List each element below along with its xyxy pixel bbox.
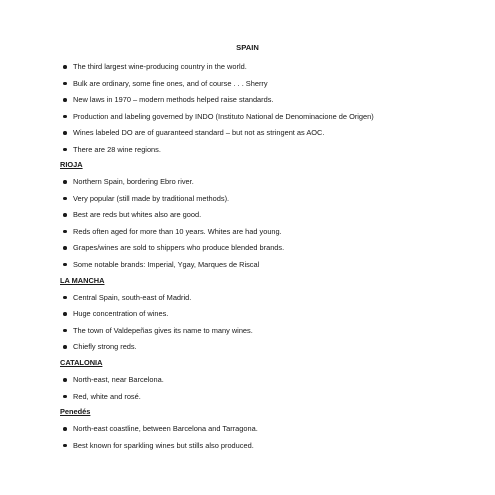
bullet-icon — [63, 65, 67, 69]
bullet-icon — [63, 131, 67, 135]
list-item-text: The town of Valdepeñas gives its name to many wines. — [73, 325, 253, 335]
list-item-text: Reds often aged for more than 10 years. Whites are had young. — [73, 226, 282, 236]
list-item-text: North-east coastline, between Barcelona and Tarragona. — [73, 424, 258, 433]
bullet-icon — [63, 180, 67, 184]
list-item-text: Bulk are ordinary, some fine ones, and of course . . . Sherry — [73, 78, 268, 88]
bullet-icon — [63, 312, 67, 316]
bullet-icon — [63, 82, 67, 86]
list-item-text: Very popular (still made by traditional methods). — [73, 193, 230, 203]
bullet-icon — [63, 345, 67, 349]
list-item-text: There are 28 wine regions. — [73, 144, 161, 154]
bullet-icon — [63, 246, 67, 250]
list-item-text: Best known for sparkling wines but stills also produced. — [73, 440, 254, 450]
page-title: SPAIN — [236, 43, 259, 52]
list-item-text: Production and labeling governed by INDO (Instituto National de Denominacione de Origen) — [73, 111, 374, 121]
list-item-text: Northern Spain, bordering Ebro river. — [73, 177, 194, 186]
bullet-icon — [63, 148, 67, 152]
section-heading-rioja: RIOJA — [60, 160, 83, 169]
list-item-text: New laws in 1970 – modern methods helped raise standards. — [73, 95, 274, 104]
list-item-text: Wines labeled DO are of guaranteed standard – but not as stringent as AOC. — [73, 128, 325, 137]
list-item-text: Chiefly strong reds. — [73, 342, 137, 351]
list-item-text: Huge concentration of wines. — [73, 309, 169, 318]
bullet-icon — [63, 115, 67, 119]
bullet-icon — [63, 98, 67, 102]
bullet-icon — [63, 329, 67, 333]
bullet-icon — [63, 378, 67, 382]
list-item-text: Grapes/wines are sold to shippers who produce blended brands. — [73, 243, 285, 252]
list-item-text: Red, white and rosé. — [73, 391, 141, 401]
section-heading-la-mancha: LA MANCHA — [60, 276, 105, 285]
bullet-icon — [63, 296, 67, 300]
list-item-text: North-east, near Barcelona. — [73, 375, 164, 384]
list-item-text: Some notable brands: Imperial, Ygay, Marques de Riscal — [73, 259, 260, 269]
bullet-icon — [63, 427, 67, 431]
bullet-icon — [63, 197, 67, 201]
bullet-icon — [63, 213, 67, 217]
list-item-text: Best are reds but whites also are good. — [73, 210, 202, 219]
bullet-icon — [63, 230, 67, 234]
bullet-icon — [63, 444, 67, 448]
list-item-text: The third largest wine-producing country in the world. — [73, 62, 247, 71]
bullet-icon — [63, 263, 67, 267]
list-item-text: Central Spain, south-east of Madrid. — [73, 292, 192, 302]
bullet-icon — [63, 395, 67, 399]
section-heading-catalonia: CATALONIA — [60, 358, 103, 367]
section-heading-penedes: Penedés — [60, 407, 91, 416]
